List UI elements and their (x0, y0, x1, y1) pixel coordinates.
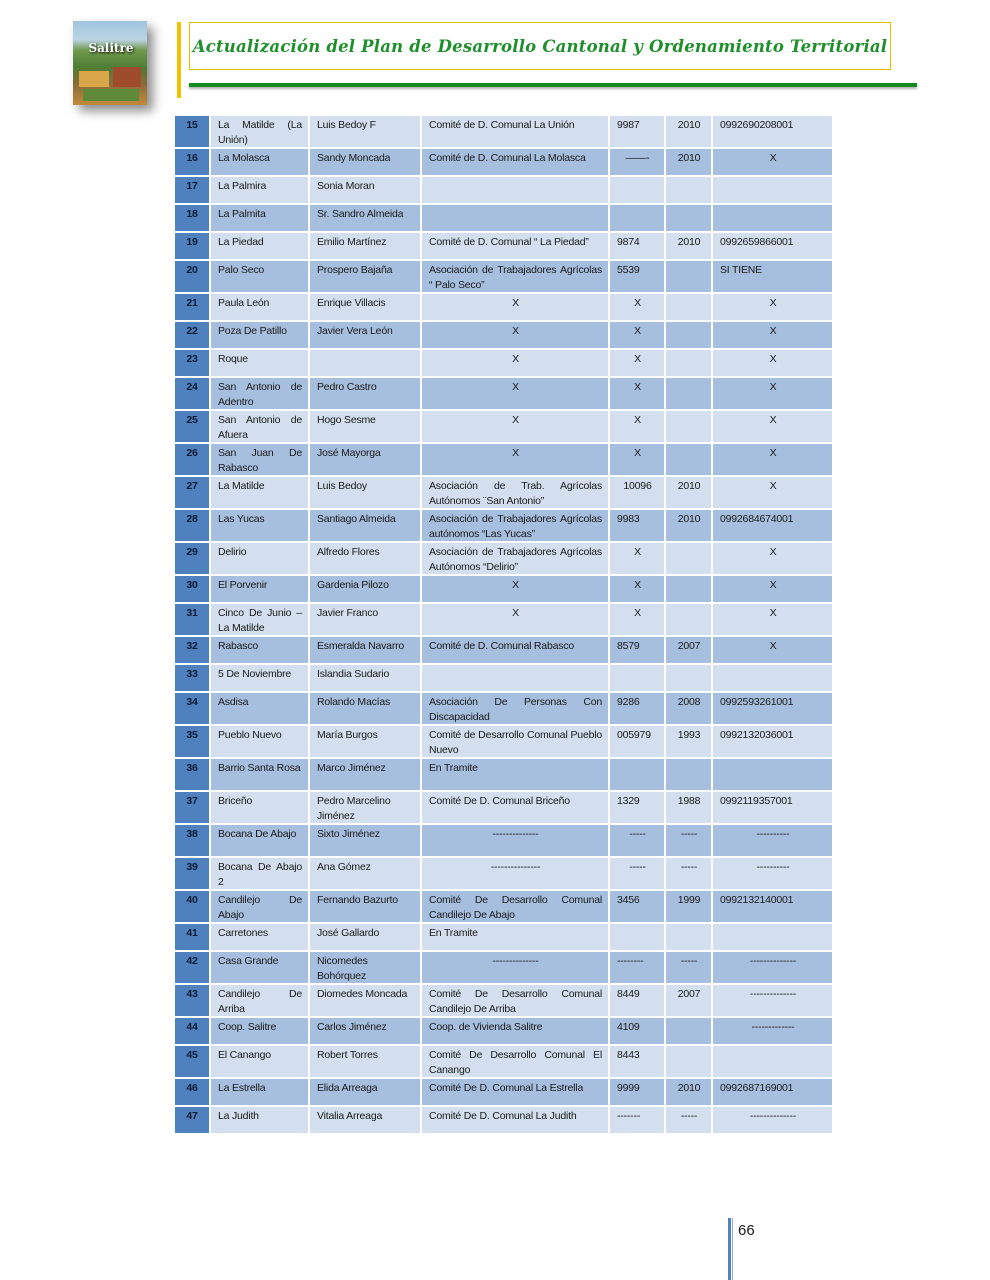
year-cell (666, 1018, 711, 1044)
table-row (175, 1046, 834, 1077)
ruc-number-cell: X (713, 378, 832, 409)
agreement-number-cell: 8443 (610, 1046, 664, 1077)
ruc-number-cell: X (713, 149, 832, 175)
table-row (175, 665, 834, 691)
table-row (175, 444, 834, 475)
table-row (175, 726, 834, 757)
year-cell: 2010 (666, 510, 711, 541)
row-number-cell: 41 (175, 924, 209, 950)
community-name-cell: Delirio (211, 543, 308, 574)
organizations-table (175, 116, 834, 1135)
organization-name-cell: X (422, 576, 608, 602)
organization-name-cell (422, 177, 608, 203)
row-number-cell: 29 (175, 543, 209, 574)
year-cell (666, 924, 711, 950)
agreement-number-cell (610, 924, 664, 950)
president-name-cell: Diomedes Moncada (310, 985, 420, 1016)
agreement-number-cell: 1329 (610, 792, 664, 823)
table-row (175, 924, 834, 950)
president-name-cell: Marco Jiménez (310, 759, 420, 790)
row-number-cell: 32 (175, 637, 209, 663)
table-row (175, 759, 834, 790)
year-cell: ----- (666, 952, 711, 983)
organization-name-cell: Asociación de Trabajadores Agrícolas autónomos “Las Yucas” (422, 510, 608, 541)
table-row (175, 149, 834, 175)
table-row (175, 825, 834, 856)
ruc-number-cell: X (713, 411, 832, 442)
president-name-cell: Robert Torres (310, 1046, 420, 1077)
ruc-number-cell: ---------- (713, 858, 832, 889)
community-name-cell: San Antonio de Afuera (211, 411, 308, 442)
ruc-number-cell: ------------- (713, 1018, 832, 1044)
president-name-cell: José Gallardo (310, 924, 420, 950)
year-cell: 1999 (666, 891, 711, 922)
table-row (175, 576, 834, 602)
community-name-cell: La Matilde (211, 477, 308, 508)
row-number-cell: 28 (175, 510, 209, 541)
footer-rule (728, 1218, 731, 1280)
row-number-cell: 18 (175, 205, 209, 231)
organization-name-cell: Asociación De Personas Con Discapacidad (422, 693, 608, 724)
table-row (175, 1079, 834, 1105)
year-cell: 2010 (666, 1079, 711, 1105)
agreement-number-cell: -------- (610, 952, 664, 983)
ruc-number-cell: X (713, 322, 832, 348)
community-name-cell: Palo Seco (211, 261, 308, 292)
organization-name-cell: --------------- (422, 858, 608, 889)
community-name-cell: Barrio Santa Rosa (211, 759, 308, 790)
row-number-cell: 26 (175, 444, 209, 475)
ruc-number-cell: -------------- (713, 1107, 832, 1133)
community-name-cell: Las Yucas (211, 510, 308, 541)
ruc-number-cell (713, 665, 832, 691)
year-cell (666, 543, 711, 574)
organization-name-cell: Asociación de Trabajadores Agrícolas Autónomos “Delirio” (422, 543, 608, 574)
year-cell: 2008 (666, 693, 711, 724)
agreement-number-cell: 4109 (610, 1018, 664, 1044)
president-name-cell: Alfredo Flores (310, 543, 420, 574)
year-cell: 2010 (666, 116, 711, 147)
president-name-cell: Enrique Villacis (310, 294, 420, 320)
year-cell: 2007 (666, 985, 711, 1016)
ruc-number-cell (713, 177, 832, 203)
president-name-cell: Rolando Macías (310, 693, 420, 724)
organization-name-cell: X (422, 294, 608, 320)
row-number-cell: 22 (175, 322, 209, 348)
president-name-cell: Prospero Bajaña (310, 261, 420, 292)
logo-photo-tile (113, 67, 141, 87)
ruc-number-cell: 0992684674001 (713, 510, 832, 541)
ruc-number-cell: -------------- (713, 985, 832, 1016)
header-divider (189, 83, 917, 87)
agreement-number-cell: X (610, 411, 664, 442)
organization-name-cell: -------------- (422, 825, 608, 856)
community-name-cell: Coop. Salitre (211, 1018, 308, 1044)
agreement-number-cell: 5539 (610, 261, 664, 292)
row-number-cell: 23 (175, 350, 209, 376)
table-row (175, 233, 834, 259)
year-cell (666, 378, 711, 409)
agreement-number-cell: X (610, 543, 664, 574)
organization-name-cell: Comité De Desarrollo Comunal Candilejo De Arriba (422, 985, 608, 1016)
table-row (175, 1107, 834, 1133)
community-name-cell: La Piedad (211, 233, 308, 259)
table-row (175, 350, 834, 376)
ruc-number-cell: X (713, 444, 832, 475)
row-number-cell: 19 (175, 233, 209, 259)
president-name-cell: Nicomedes Bohórquez (310, 952, 420, 983)
agreement-number-cell: 8579 (610, 637, 664, 663)
organization-name-cell: X (422, 604, 608, 635)
president-name-cell: Luis Bedoy (310, 477, 420, 508)
ruc-number-cell: 0992132140001 (713, 891, 832, 922)
community-name-cell: Poza De Patillo (211, 322, 308, 348)
organization-name-cell: X (422, 411, 608, 442)
organization-name-cell: En Tramite (422, 924, 608, 950)
agreement-number-cell: ------- (610, 1107, 664, 1133)
table-row (175, 261, 834, 292)
president-name-cell: Pedro Castro (310, 378, 420, 409)
agreement-number-cell: X (610, 322, 664, 348)
organization-name-cell: Comité De Desarrollo Comunal El Canango (422, 1046, 608, 1077)
row-number-cell: 39 (175, 858, 209, 889)
organization-name-cell (422, 205, 608, 231)
year-cell (666, 759, 711, 790)
organization-name-cell: Comité De Desarrollo Comunal Candilejo De Abajo (422, 891, 608, 922)
organization-name-cell: Comité de D. Comunal La Molasca (422, 149, 608, 175)
agreement-number-cell: X (610, 294, 664, 320)
organization-name-cell: Comité de D. Comunal La Unión (422, 116, 608, 147)
row-number-cell: 25 (175, 411, 209, 442)
president-name-cell: María Burgos (310, 726, 420, 757)
president-name-cell: Sixto Jiménez (310, 825, 420, 856)
organization-name-cell: Asociación de Trab. Agrícolas Autónomos ¨San Antonio” (422, 477, 608, 508)
ruc-number-cell: 0992132036001 (713, 726, 832, 757)
organization-name-cell: Coop. de Vivienda Salitre (422, 1018, 608, 1044)
ruc-number-cell: 0992593261001 (713, 693, 832, 724)
year-cell: 2007 (666, 637, 711, 663)
agreement-number-cell: 8449 (610, 985, 664, 1016)
row-number-cell: 21 (175, 294, 209, 320)
row-number-cell: 17 (175, 177, 209, 203)
ruc-number-cell: X (713, 350, 832, 376)
header-title-box (189, 22, 891, 70)
community-name-cell: La Judith (211, 1107, 308, 1133)
row-number-cell: 40 (175, 891, 209, 922)
year-cell (666, 1046, 711, 1077)
agreement-number-cell: X (610, 576, 664, 602)
community-name-cell: Pueblo Nuevo (211, 726, 308, 757)
agreement-number-cell: X (610, 604, 664, 635)
ruc-number-cell: 0992687169001 (713, 1079, 832, 1105)
ruc-number-cell: X (713, 543, 832, 574)
ruc-number-cell: 0992659866001 (713, 233, 832, 259)
ruc-number-cell (713, 924, 832, 950)
table-row (175, 891, 834, 922)
agreement-number-cell: 3456 (610, 891, 664, 922)
year-cell: 1993 (666, 726, 711, 757)
ruc-number-cell: 0992690208001 (713, 116, 832, 147)
agreement-number-cell: 9874 (610, 233, 664, 259)
year-cell: ----- (666, 858, 711, 889)
row-number-cell: 24 (175, 378, 209, 409)
agreement-number-cell: 9999 (610, 1079, 664, 1105)
organization-name-cell: Comité de D. Comunal Rabasco (422, 637, 608, 663)
president-name-cell: Pedro Marcelino Jiménez (310, 792, 420, 823)
row-number-cell: 35 (175, 726, 209, 757)
table-row (175, 952, 834, 983)
community-name-cell: Rabasco (211, 637, 308, 663)
community-name-cell: Bocana De Abajo 2 (211, 858, 308, 889)
year-cell (666, 261, 711, 292)
row-number-cell: 15 (175, 116, 209, 147)
president-name-cell: Sandy Moncada (310, 149, 420, 175)
organization-name-cell: Comité De D. Comunal Briceño (422, 792, 608, 823)
row-number-cell: 47 (175, 1107, 209, 1133)
year-cell (666, 350, 711, 376)
community-name-cell: Candilejo De Arriba (211, 985, 308, 1016)
president-name-cell: Elida Arreaga (310, 1079, 420, 1105)
row-number-cell: 34 (175, 693, 209, 724)
document-title: Actualización del Plan de Desarrollo Cantonal y Ordenamiento Territorial (192, 36, 888, 56)
table-row (175, 543, 834, 574)
community-name-cell: El Porvenir (211, 576, 308, 602)
agreement-number-cell: X (610, 444, 664, 475)
table-row (175, 205, 834, 231)
president-name-cell: Javier Franco (310, 604, 420, 635)
year-cell (666, 205, 711, 231)
row-number-cell: 37 (175, 792, 209, 823)
table-row (175, 322, 834, 348)
row-number-cell: 43 (175, 985, 209, 1016)
page-number: 66 (738, 1222, 755, 1239)
ruc-number-cell (713, 759, 832, 790)
footer-rule-thin (732, 1218, 733, 1280)
year-cell: 1988 (666, 792, 711, 823)
community-name-cell: San Juan De Rabasco (211, 444, 308, 475)
president-name-cell: Hogo Sesme (310, 411, 420, 442)
agreement-number-cell: 9983 (610, 510, 664, 541)
president-name-cell: Luis Bedoy F (310, 116, 420, 147)
row-number-cell: 42 (175, 952, 209, 983)
ruc-number-cell: X (713, 294, 832, 320)
community-name-cell: Cinco De Junio – La Matilde (211, 604, 308, 635)
agreement-number-cell (610, 759, 664, 790)
table-row (175, 411, 834, 442)
president-name-cell: José Mayorga (310, 444, 420, 475)
community-name-cell: Bocana De Abajo (211, 825, 308, 856)
year-cell (666, 665, 711, 691)
president-name-cell (310, 350, 420, 376)
community-name-cell: San Antonio de Adentro (211, 378, 308, 409)
community-name-cell: El Canango (211, 1046, 308, 1077)
year-cell (666, 604, 711, 635)
community-name-cell: La Estrella (211, 1079, 308, 1105)
table-row (175, 116, 834, 147)
agreement-number-cell: ——- (610, 149, 664, 175)
agreement-number-cell: 9987 (610, 116, 664, 147)
president-name-cell: Javier Vera León (310, 322, 420, 348)
president-name-cell: Esmeralda Navarro (310, 637, 420, 663)
organization-name-cell: Comité de Desarrollo Comunal Pueblo Nuevo (422, 726, 608, 757)
table-row (175, 1018, 834, 1044)
organization-name-cell: Comité De D. Comunal La Judith (422, 1107, 608, 1133)
ruc-number-cell: -------------- (713, 952, 832, 983)
agreement-number-cell: X (610, 350, 664, 376)
organization-name-cell (422, 665, 608, 691)
row-number-cell: 44 (175, 1018, 209, 1044)
salitre-logo (73, 21, 147, 105)
community-name-cell: Carretones (211, 924, 308, 950)
community-name-cell: Paula León (211, 294, 308, 320)
table-row (175, 985, 834, 1016)
president-name-cell: Islandia Sudario (310, 665, 420, 691)
community-name-cell: Roque (211, 350, 308, 376)
header-accent-bar (177, 22, 181, 98)
organization-name-cell: Asociación de Trabajadores Agrícolas “ Palo Seco” (422, 261, 608, 292)
community-name-cell: 5 De Noviembre (211, 665, 308, 691)
community-name-cell: La Palmira (211, 177, 308, 203)
organization-name-cell: X (422, 378, 608, 409)
community-name-cell: Asdisa (211, 693, 308, 724)
community-name-cell: La Palmita (211, 205, 308, 231)
table-row (175, 693, 834, 724)
row-number-cell: 16 (175, 149, 209, 175)
year-cell (666, 177, 711, 203)
row-number-cell: 33 (175, 665, 209, 691)
agreement-number-cell (610, 177, 664, 203)
ruc-number-cell: X (713, 576, 832, 602)
table-row (175, 177, 834, 203)
ruc-number-cell: X (713, 604, 832, 635)
president-name-cell: Sonia Moran (310, 177, 420, 203)
year-cell (666, 322, 711, 348)
president-name-cell: Vitalia Arreaga (310, 1107, 420, 1133)
table-row (175, 510, 834, 541)
table-row (175, 792, 834, 823)
row-number-cell: 38 (175, 825, 209, 856)
table-row (175, 294, 834, 320)
year-cell: 2010 (666, 477, 711, 508)
president-name-cell: Carlos Jiménez (310, 1018, 420, 1044)
logo-text: Salitre (88, 41, 134, 55)
agreement-number-cell: 10096 (610, 477, 664, 508)
community-name-cell: La Molasca (211, 149, 308, 175)
year-cell: ----- (666, 1107, 711, 1133)
organization-name-cell: X (422, 444, 608, 475)
community-name-cell: Candilejo De Abajo (211, 891, 308, 922)
community-name-cell: Briceño (211, 792, 308, 823)
logo-photo-tile (79, 71, 109, 87)
table-row (175, 858, 834, 889)
ruc-number-cell: X (713, 637, 832, 663)
row-number-cell: 30 (175, 576, 209, 602)
agreement-number-cell: 005979 (610, 726, 664, 757)
ruc-number-cell: SI TIENE (713, 261, 832, 292)
ruc-number-cell: ---------- (713, 825, 832, 856)
year-cell (666, 411, 711, 442)
community-name-cell: Casa Grande (211, 952, 308, 983)
year-cell (666, 444, 711, 475)
row-number-cell: 20 (175, 261, 209, 292)
president-name-cell: Ana Gómez (310, 858, 420, 889)
agreement-number-cell: ----- (610, 858, 664, 889)
row-number-cell: 31 (175, 604, 209, 635)
logo-photo-tile (83, 89, 139, 101)
row-number-cell: 46 (175, 1079, 209, 1105)
year-cell (666, 294, 711, 320)
community-name-cell: La Matilde (La Unión) (211, 116, 308, 147)
president-name-cell: Fernando Bazurto (310, 891, 420, 922)
year-cell: 2010 (666, 149, 711, 175)
row-number-cell: 27 (175, 477, 209, 508)
president-name-cell: Emilio Martínez (310, 233, 420, 259)
table-row (175, 378, 834, 409)
agreement-number-cell: X (610, 378, 664, 409)
organization-name-cell: X (422, 350, 608, 376)
year-cell (666, 576, 711, 602)
table-row (175, 477, 834, 508)
organization-name-cell: -------------- (422, 952, 608, 983)
agreement-number-cell: 9286 (610, 693, 664, 724)
table-row (175, 637, 834, 663)
president-name-cell: Santiago Almeida (310, 510, 420, 541)
ruc-number-cell (713, 205, 832, 231)
table-row (175, 604, 834, 635)
agreement-number-cell (610, 665, 664, 691)
ruc-number-cell (713, 1046, 832, 1077)
organization-name-cell: Comité de D. Comunal “ La Piedad” (422, 233, 608, 259)
organization-name-cell: Comité De D. Comunal La Estrella (422, 1079, 608, 1105)
agreement-number-cell: ----- (610, 825, 664, 856)
agreement-number-cell (610, 205, 664, 231)
row-number-cell: 45 (175, 1046, 209, 1077)
year-cell: ----- (666, 825, 711, 856)
president-name-cell: Sr. Sandro Almeida (310, 205, 420, 231)
ruc-number-cell: 0992119357001 (713, 792, 832, 823)
organization-name-cell: En Tramite (422, 759, 608, 790)
row-number-cell: 36 (175, 759, 209, 790)
president-name-cell: Gardenia Pilozo (310, 576, 420, 602)
organization-name-cell: X (422, 322, 608, 348)
ruc-number-cell: X (713, 477, 832, 508)
year-cell: 2010 (666, 233, 711, 259)
